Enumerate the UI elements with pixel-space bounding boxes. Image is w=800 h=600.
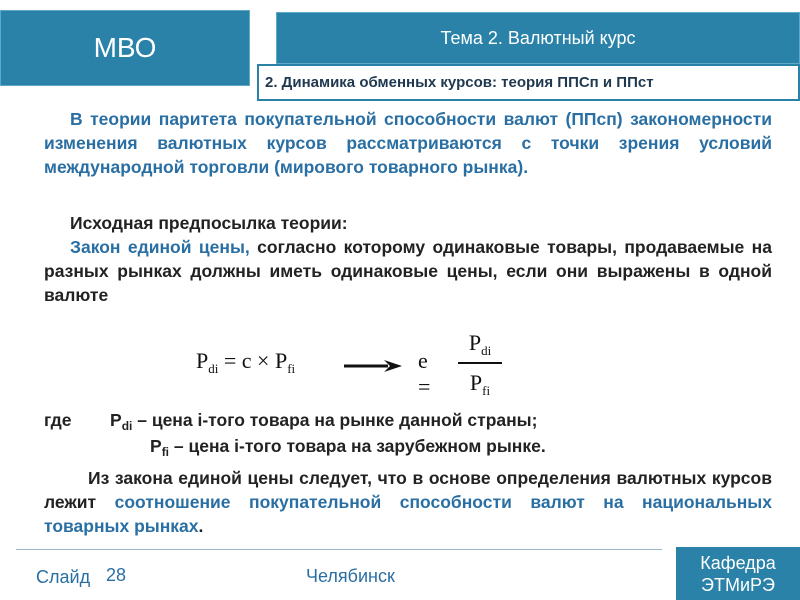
paragraph-premise: Исходная предпосылка теории:: [70, 213, 348, 233]
formula-left: $P_{di} = c \times P_{fi}$: [196, 348, 296, 376]
topic-title-box: [276, 12, 800, 64]
where-label: где: [44, 410, 72, 430]
slide-label: Слайд: [36, 567, 91, 587]
department-box: [676, 547, 800, 600]
law-of-one-price-term: Закон единой цены,: [70, 237, 250, 257]
where-pdi-text: – цена i-того товара на рынке данной страны;: [132, 410, 538, 430]
paragraph-conclusion: Из закона единой цены следует, что в основе определения валютных курсов лежит соотношение покупательной способности валют на национальных товарных рынках.: [44, 468, 772, 536]
where-pfi: P: [150, 436, 162, 456]
paragraph-ppp-theory: [44, 107, 772, 179]
footer-divider: [16, 549, 662, 550]
subtopic-title: 2. Динамика обменных курсов: теория ППСп и ППст: [265, 74, 654, 91]
course-title-box: [0, 10, 250, 86]
fraction-numerator: $P_{di}$: [468, 330, 492, 358]
formula-e-equals: e =: [418, 348, 431, 399]
where-line-2: $P_{fi}$ – цена i-того товара на зарубежном рынке.: [150, 436, 546, 459]
department-line-2: ЭТМиРЭ: [701, 574, 775, 595]
where-pdi: P: [110, 410, 122, 430]
footer-city: Челябинск: [306, 566, 395, 586]
department-line-1: Кафедра: [700, 552, 776, 573]
course-title: МВО: [93, 32, 157, 63]
formula-fraction: [458, 326, 502, 400]
arrow-right-icon: [344, 358, 402, 374]
law-of-one-price-text: согласно которому одинаковые товары, продаваемые на разных рынках должны иметь одинаковые цены, если они выражены в одной валюте: [44, 237, 772, 305]
slide-number: 28: [106, 565, 127, 585]
formula: [196, 326, 516, 406]
subtopic-box: [257, 64, 800, 101]
paragraph-ppp-text: В теории паритета покупательной способности валют (ППсп) закономерности изменения валютных курсов рассматриваются с точки зрения условий международной торговли (мирового товарного рынка).: [44, 109, 772, 177]
where-pfi-text: – цена i-того товара на зарубежном рынке.: [169, 436, 546, 456]
paragraph-law-of-one-price: [44, 235, 772, 307]
conclusion-highlight: соотношение покупательной способности валют на национальных товарных рынках: [44, 492, 772, 536]
topic-title: Тема 2. Валютный курс: [440, 27, 636, 48]
fraction-denominator: $P_{fi}$: [469, 370, 491, 398]
fraction-bar: [458, 362, 502, 364]
where-line-1: где $P_{di}$ – цена i-того товара на рынке данной страны;: [44, 410, 538, 433]
